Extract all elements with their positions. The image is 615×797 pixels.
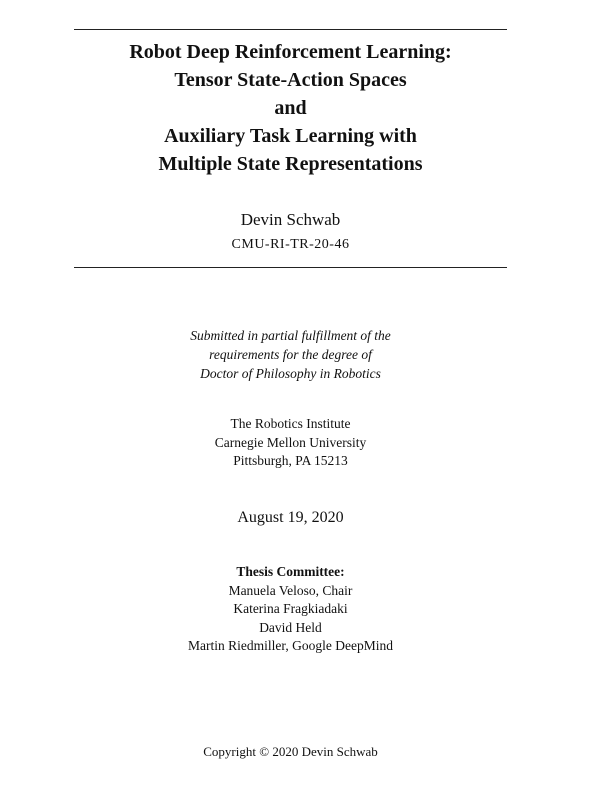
thesis-title xyxy=(0,38,581,178)
committee-member: Katerina Fragkiadaki xyxy=(233,601,348,616)
institution-address xyxy=(0,415,581,471)
submission-date: August 19, 2020 xyxy=(237,509,344,526)
author-name: Devin Schwab xyxy=(240,210,341,229)
address-line: Carnegie Mellon University xyxy=(214,434,367,450)
copyright-notice: Copyright © 2020 Devin Schwab xyxy=(203,744,378,759)
submission-line: Submitted in partial fulfillment of the xyxy=(190,328,391,343)
committee-member: David Held xyxy=(259,619,322,635)
committee-member: Martin Riedmiller, Google DeepMind xyxy=(188,638,393,653)
thesis-committee xyxy=(0,563,581,656)
title-line: and xyxy=(274,97,307,119)
title-line: Multiple State Representations xyxy=(158,153,423,175)
title-line: Auxiliary Task Learning with xyxy=(164,125,417,147)
bottom-horizontal-rule xyxy=(74,267,507,268)
submission-statement xyxy=(0,326,581,383)
title-line: Tensor State-Action Spaces xyxy=(174,69,407,91)
submission-line: Doctor of Philosophy in Robotics xyxy=(200,366,381,381)
committee-heading: Thesis Committee: xyxy=(236,564,345,579)
submission-line: requirements for the degree of xyxy=(209,347,372,362)
committee-member: Manuela Veloso, Chair xyxy=(228,582,353,598)
report-number: CMU-RI-TR-20-46 xyxy=(231,237,350,252)
address-line: The Robotics Institute xyxy=(230,416,351,431)
top-horizontal-rule xyxy=(74,29,507,30)
title-line: Robot Deep Reinforcement Learning: xyxy=(129,41,452,63)
address-line: Pittsburgh, PA 15213 xyxy=(233,453,348,468)
